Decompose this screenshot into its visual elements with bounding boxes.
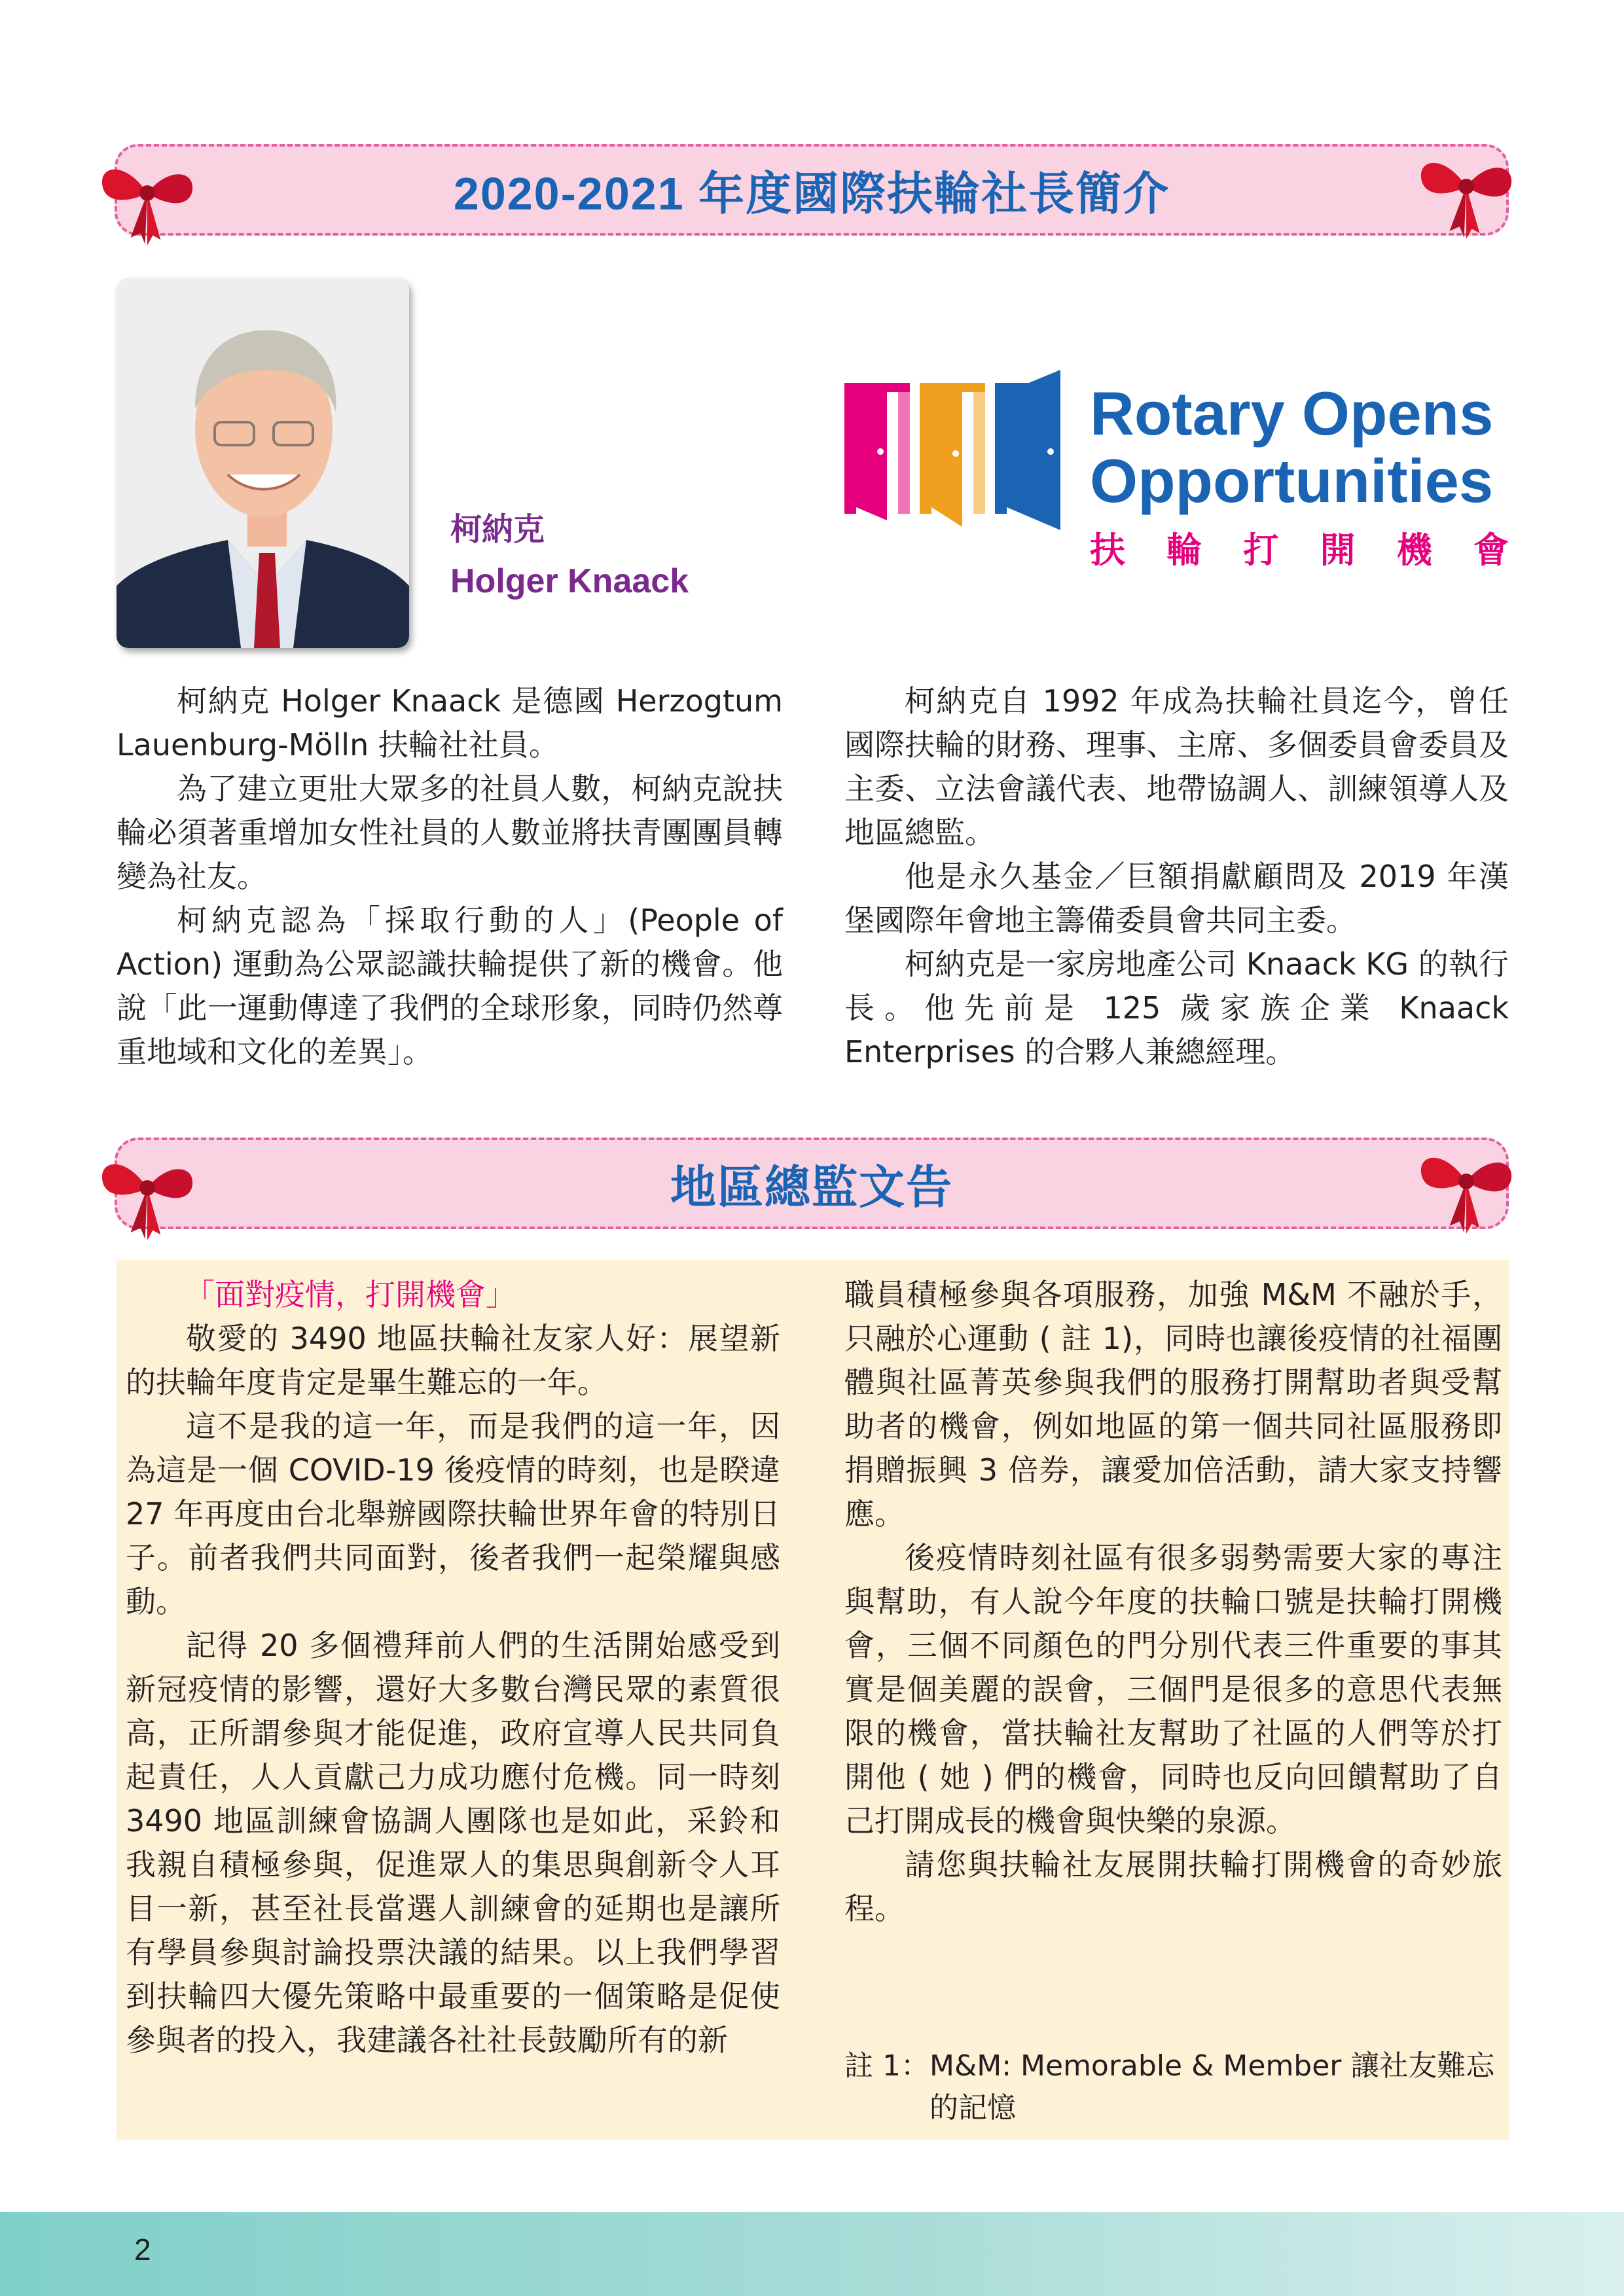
- section2-right-column: [844, 1273, 1502, 1931]
- page-number: 2: [134, 2233, 151, 2267]
- section1-banner: [115, 144, 1509, 236]
- footnote-label: 註 1：: [844, 2049, 929, 2083]
- portrait-illustration: [117, 278, 409, 648]
- paragraph: 為了建立更壯大眾多的社員人數，柯納克說扶輪必須著重增加女性社員的人數並將扶青團團員轉變為社友。: [117, 771, 783, 894]
- logo-char: 輪: [1166, 529, 1202, 571]
- section1-right-column: [844, 679, 1509, 1074]
- logo-char: 會: [1473, 529, 1509, 571]
- paragraph: 柯納克認為「採取行動的人」(People of Action) 運動為公眾認識扶輪提供了新的機會。他說「此一運動傳達了我們的全球形象，同時仍然尊重地域和文化的差異」。: [117, 903, 783, 1069]
- ribbon-bow-icon: [92, 1132, 203, 1244]
- section1-left-column: [117, 679, 783, 1074]
- photo-caption-en: Holger Knaack: [450, 562, 689, 600]
- logo-line2: Opportunities: [1090, 446, 1494, 515]
- paragraph: 柯納克 Holger Knaack 是德國 Herzogtum Lauenburg-Mölln 扶輪社社員。: [117, 683, 783, 762]
- portrait-photo: [117, 278, 409, 648]
- section2-left-column: [126, 1273, 780, 2062]
- photo-caption-cn: 柯納克: [450, 511, 545, 548]
- ribbon-bow-icon: [1411, 131, 1522, 242]
- paragraph: 請您與扶輪社友展開扶輪打開機會的奇妙旅程。: [844, 1847, 1502, 1926]
- notice-subtitle: 「面對疫情，打開機會」: [185, 1277, 516, 1312]
- ribbon-bow-icon: [1411, 1126, 1522, 1237]
- paragraph: 記得 20 多個禮拜前人們的生活開始感受到新冠疫情的影響，還好大多數台灣民眾的素質很高，正所謂參與才能促進，政府宣導人民共同負起責任，人人貢獻己力成功應付危機。同一時刻 3490 地區訓練會協調人團隊也是如此，采鈴和我親自積極參與，促進眾人的集思與創新令人耳目一新，甚至社長當選人訓練會的延期也是讓所有學員參與討論投票決議的結果。以上我們學習到扶輪四大優先策略中最重要的一個策略是促使參與者的投入，我建議各社社長鼓勵所有的新: [126, 1628, 780, 2058]
- section1-title: 2020-2021 年度國際扶輪社長簡介: [453, 168, 1170, 219]
- ribbon-bow-icon: [92, 137, 203, 249]
- logo-char: 開: [1320, 529, 1356, 571]
- section2-title: 地區總監文告: [670, 1161, 953, 1213]
- paragraph: 後疫情時刻社區有很多弱勢需要大家的專注與幫助，有人說今年度的扶輪口號是扶輪打開機會，三個不同顏色的門分別代表三件重要的事其實是個美麗的誤會，三個門是很多的意思代表無限的機會，當扶輪社友幫助了社區的人們等於打開他 ( 她 ) 們的機會，同時也反向回饋幫助了自己打開成長的機會與快樂的泉源。: [844, 1540, 1502, 1839]
- paragraph: 柯納克是一家房地產公司 Knaack KG 的執行長。他先前是 125 歲家族企業 Knaack Enterprises 的合夥人兼總經理。: [844, 946, 1509, 1069]
- section2-banner: [115, 1138, 1509, 1229]
- logo-char: 打: [1243, 529, 1279, 571]
- footer-bar: [0, 2212, 1624, 2296]
- paragraph: 職員積極參與各項服務，加強 M&M 不融於手，只融於心運動 ( 註 1)，同時也讓後疫情的社福團體與社區菁英參與我們的服務打開幫助者與受幫助者的機會，例如地區的第一個共同社區服務即捐贈振興 3 倍券，讓愛加倍活動，請大家支持響應。: [844, 1277, 1502, 1532]
- paragraph: 這不是我的這一年，而是我們的這一年，因為這是一個 COVID-19 後疫情的時刻，也是睽違 27 年再度由台北舉辦國際扶輪世界年會的特別日子。前者我們共同面對，後者我們一起榮耀與感動。: [126, 1408, 780, 1619]
- footnote-text: M&M: Memorable & Member 讓社友難忘的記憶: [929, 2049, 1495, 2125]
- paragraph: 柯納克自 1992 年成為扶輪社員迄今，曾任國際扶輪的財務、理事、主席、多個委員會委員及主委、立法會議代表、地帶協調人、訓練領導人及地區總監。: [844, 683, 1509, 850]
- footnote: [844, 2045, 1506, 2129]
- paragraph: 敬愛的 3490 地區扶輪社友家人好：展望新的扶輪年度肯定是畢生難忘的一年。: [126, 1321, 780, 1400]
- logo-line1: Rotary Opens: [1090, 379, 1494, 448]
- paragraph: 他是永久基金／巨額捐獻顧問及 2019 年漢堡國際年會地主籌備委員會共同主委。: [844, 859, 1509, 938]
- logo-chinese: [1090, 522, 1509, 573]
- logo-char: 機: [1396, 529, 1432, 571]
- doors-logo-icon: [841, 363, 1074, 533]
- logo-char: 扶: [1090, 529, 1125, 571]
